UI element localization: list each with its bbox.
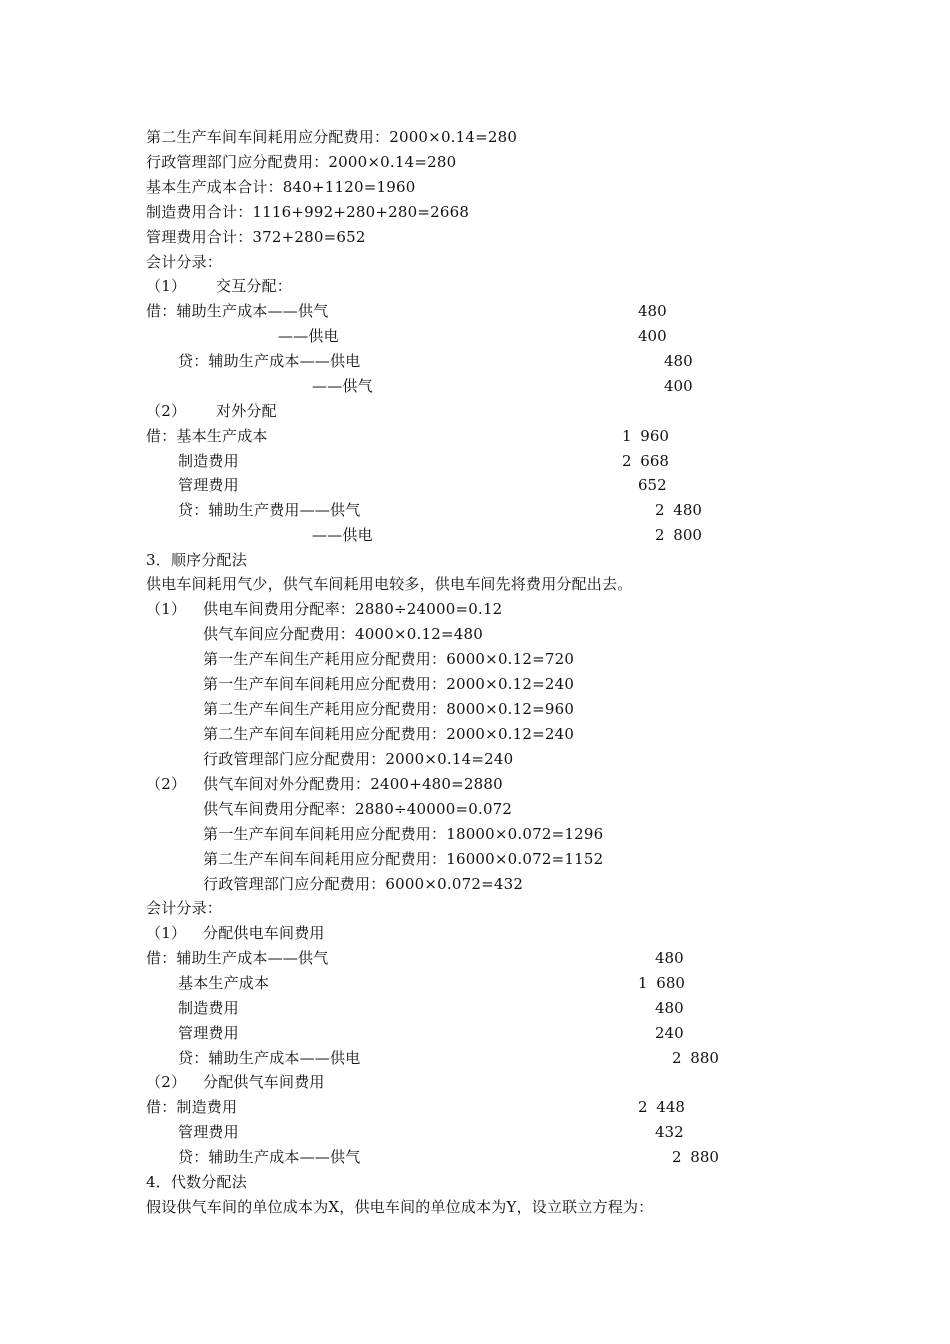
- journal-debit-line: 管理费用: [178, 1123, 239, 1141]
- journal-amount: 2 448: [638, 1098, 685, 1116]
- journal-credit-line: ——供电: [312, 526, 373, 544]
- journal-amount: 480: [655, 949, 684, 967]
- journal-debit-line: ——供电: [278, 327, 339, 345]
- text-line: 第一生产车间车间耗用应分配费用：18000×0.072=1296: [203, 825, 604, 843]
- journal-amount: 432: [655, 1123, 684, 1141]
- list-marker: （1）: [146, 600, 187, 618]
- journal-debit-line: 基本生产成本: [178, 974, 270, 992]
- text-line: 假设供气车间的单位成本为X，供电车间的单位成本为Y，设立联立方程为：: [146, 1198, 654, 1216]
- list-marker: （2）: [146, 775, 187, 793]
- subsection-heading: 分配供电车间费用: [203, 924, 325, 942]
- text-line: 制造费用合计：1116+992+280+280=2668: [146, 203, 470, 221]
- journal-amount: 2 800: [655, 526, 702, 544]
- journal-amount: 240: [655, 1024, 684, 1042]
- journal-credit-line: 贷：辅助生产成本——供气: [178, 1148, 361, 1166]
- text-line: 供气车间费用分配率：2880÷40000=0.072: [203, 800, 513, 818]
- journal-amount: 2 880: [672, 1148, 719, 1166]
- list-marker: （2）: [146, 1073, 187, 1091]
- section-heading: 3．顺序分配法: [146, 551, 247, 569]
- journal-amount: 1 960: [622, 427, 669, 445]
- text-line: 行政管理部门应分配费用：6000×0.072=432: [203, 875, 524, 893]
- journal-amount: 1 680: [638, 974, 685, 992]
- subsection-heading: 对外分配: [216, 402, 277, 420]
- list-marker: （1）: [146, 924, 187, 942]
- journal-credit-line: ——供气: [312, 377, 373, 395]
- text-line: 供气车间应分配费用：4000×0.12=480: [203, 625, 483, 643]
- journal-amount: 480: [664, 352, 693, 370]
- text-line: 第二生产车间车间耗用应分配费用：16000×0.072=1152: [203, 850, 604, 868]
- section-heading: 会计分录：: [146, 899, 223, 917]
- section-heading: 会计分录：: [146, 253, 223, 271]
- journal-amount: 480: [638, 302, 667, 320]
- list-marker: （2）: [146, 402, 187, 420]
- journal-debit-line: 借：辅助生产成本——供气: [146, 302, 329, 320]
- text-line: 管理费用合计：372+280=652: [146, 228, 366, 246]
- text-line: 第一生产车间车间耗用应分配费用：2000×0.12=240: [203, 675, 575, 693]
- text-line: 第一生产车间生产耗用应分配费用：6000×0.12=720: [203, 650, 575, 668]
- text-line: 供电车间费用分配率：2880÷24000=0.12: [203, 600, 503, 618]
- text-line: 供气车间对外分配费用：2400+480=2880: [203, 775, 503, 793]
- journal-debit-line: 制造费用: [178, 452, 239, 470]
- text-line: 第二生产车间生产耗用应分配费用：8000×0.12=960: [203, 700, 575, 718]
- journal-credit-line: 贷：辅助生产成本——供电: [178, 352, 361, 370]
- journal-amount: 652: [638, 476, 667, 494]
- section-heading: 4．代数分配法: [146, 1173, 247, 1191]
- subsection-heading: 交互分配：: [216, 277, 293, 295]
- text-line: 第二生产车间车间耗用应分配费用：2000×0.12=240: [203, 725, 575, 743]
- text-line: 供电车间耗用气少，供气车间耗用电较多，供电车间先将费用分配出去。: [146, 575, 633, 593]
- journal-amount: 480: [655, 999, 684, 1017]
- journal-amount: 400: [664, 377, 693, 395]
- journal-credit-line: 贷：辅助生产成本——供电: [178, 1049, 361, 1067]
- text-line: 行政管理部门应分配费用：2000×0.14=240: [203, 750, 514, 768]
- journal-debit-line: 制造费用: [178, 999, 239, 1017]
- text-line: 行政管理部门应分配费用：2000×0.14=280: [146, 153, 457, 171]
- journal-debit-line: 借：制造费用: [146, 1098, 238, 1116]
- journal-amount: 2 668: [622, 452, 669, 470]
- journal-credit-line: 贷：辅助生产费用——供气: [178, 501, 361, 519]
- journal-amount: 400: [638, 327, 667, 345]
- subsection-heading: 分配供气车间费用: [203, 1073, 325, 1091]
- journal-debit-line: 借：基本生产成本: [146, 427, 268, 445]
- text-line: 第二生产车间车间耗用应分配费用：2000×0.14=280: [146, 128, 518, 146]
- list-marker: （1）: [146, 277, 187, 295]
- journal-amount: 2 880: [672, 1049, 719, 1067]
- journal-amount: 2 480: [655, 501, 702, 519]
- journal-debit-line: 管理费用: [178, 1024, 239, 1042]
- journal-debit-line: 管理费用: [178, 476, 239, 494]
- text-line: 基本生产成本合计：840+1120=1960: [146, 178, 416, 196]
- journal-debit-line: 借：辅助生产成本——供气: [146, 949, 329, 967]
